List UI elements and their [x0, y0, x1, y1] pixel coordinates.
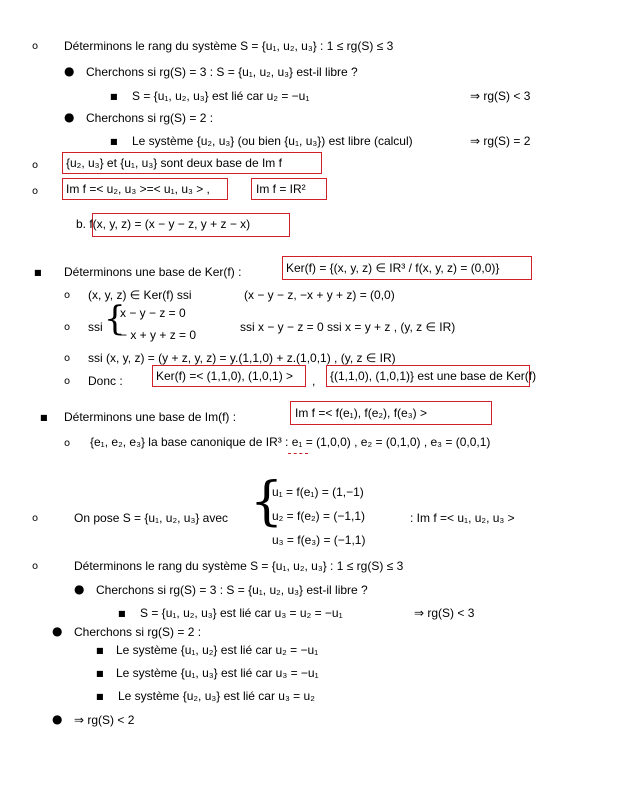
disc-bullet: ●: [52, 712, 63, 726]
text-line: Déterminons une base de Im(f) :: [64, 410, 237, 424]
square-bullet: ■: [96, 692, 104, 701]
text-line: ,: [312, 374, 316, 388]
square-bullet: ■: [110, 92, 118, 101]
circle-bullet: o: [64, 353, 71, 364]
text-line: ssi x − y − z = 0 ssi x = y + z , (y, z ∈ IR): [240, 320, 456, 334]
circle-bullet: o: [32, 41, 39, 52]
system-equation: − x + y + z = 0: [120, 328, 197, 342]
text-line: Ker(f) = {(x, y, z) ∈ IR³ / f(x, y, z) = (0,0)}: [286, 261, 500, 275]
text-line: S = {u₁, u₂, u₃} est lié car u₃ = u₂ = −u₁: [140, 606, 343, 620]
text-line: Déterminons le rang du système S = {u₁, u₂, u₃} : 1 ≤ rg(S) ≤ 3: [74, 559, 404, 573]
circle-bullet: o: [32, 513, 39, 524]
text-line: {e₁, e₂, e₃} la base canonique de IR³ : e₁ = (1,0,0) , e₂ = (0,1,0) , e₃ = (0,0,1): [90, 435, 491, 449]
text-line: Cherchons si rg(S) = 3 : S = {u₁, u₂, u₃} est-il libre ?: [96, 583, 368, 597]
red-underline: [288, 452, 308, 454]
system-equation: x − y − z = 0: [120, 306, 186, 320]
text-line: Ker(f) =< (1,1,0), (1,0,1) >: [156, 369, 294, 383]
left-brace: {: [104, 299, 126, 339]
text-line: S = {u₁, u₂, u₃} est lié car u₂ = −u₁: [132, 89, 310, 103]
text-line: Cherchons si rg(S) = 2 :: [86, 111, 214, 125]
square-bullet: ■: [118, 609, 126, 618]
text-line: ⇒ rg(S) < 3: [470, 89, 531, 103]
text-line: On pose S = {u₁, u₂, u₃} avec: [74, 511, 229, 525]
left-brace: {: [250, 472, 284, 532]
disc-bullet: ●: [74, 582, 85, 596]
text-line: ssi: [88, 320, 103, 334]
text-line: Le système {u₂, u₃} (ou bien {u₁, u₃}) est libre (calcul): [132, 134, 413, 148]
square-bullet: ■: [34, 268, 42, 277]
text-line: Cherchons si rg(S) = 3 : S = {u₁, u₂, u₃} est-il libre ?: [86, 65, 358, 79]
text-line: Le système {u₂, u₃} est lié car u₃ = u₂: [118, 689, 315, 703]
square-bullet: ■: [96, 646, 104, 655]
text-line: Im f =< u₂, u₃ >=< u₁, u₃ > ,: [66, 182, 210, 196]
text-line: ⇒ rg(S) = 2: [470, 134, 531, 148]
text-line: {u₂, u₃} et {u₁, u₃} sont deux base de Im f: [66, 156, 282, 170]
text-line: (x, y, z) ∈ Ker(f) ssi: [88, 288, 192, 302]
disc-bullet: ●: [64, 64, 75, 78]
text-line: Déterminons une base de Ker(f) :: [64, 265, 242, 279]
text-line: Im f =< f(e₁), f(e₂), f(e₃) >: [295, 406, 427, 420]
circle-bullet: o: [64, 290, 71, 301]
text-line: ⇒ rg(S) < 2: [74, 713, 135, 727]
circle-bullet: o: [64, 376, 71, 387]
system-equation: u₂ = f(e₂) = (−1,1): [272, 509, 366, 523]
circle-bullet: o: [64, 438, 71, 449]
text-line: Cherchons si rg(S) = 2 :: [74, 625, 202, 639]
square-bullet: ■: [110, 137, 118, 146]
text-line: {(1,1,0), (1,0,1)} est une base de Ker(f): [330, 369, 537, 383]
circle-bullet: o: [32, 160, 39, 171]
system-equation: u₁ = f(e₁) = (1,−1): [272, 485, 364, 499]
disc-bullet: ●: [52, 624, 63, 638]
system-equation: u₃ = f(e₃) = (−1,1): [272, 533, 366, 547]
text-line: Le système {u₁, u₂} est lié car u₂ = −u₁: [116, 643, 319, 657]
text-line: b. f(x, y, z) = (x − y − z, y + z − x): [76, 217, 251, 231]
text-line: : Im f =< u₁, u₂, u₃ >: [410, 511, 515, 525]
square-bullet: ■: [96, 669, 104, 678]
text-line: ⇒ rg(S) < 3: [414, 606, 475, 620]
text-line: ssi (x, y, z) = (y + z, y, z) = y.(1,1,0) + z.(1,0,1) , (y, z ∈ IR): [88, 351, 396, 365]
circle-bullet: o: [32, 186, 39, 197]
circle-bullet: o: [32, 561, 39, 572]
text-line: Déterminons le rang du système S = {u₁, u₂, u₃} : 1 ≤ rg(S) ≤ 3: [64, 39, 394, 53]
square-bullet: ■: [40, 413, 48, 422]
text-line: Le système {u₁, u₃} est lié car u₃ = −u₁: [116, 666, 319, 680]
circle-bullet: o: [64, 322, 71, 333]
text-line: (x − y − z, −x + y + z) = (0,0): [244, 288, 395, 302]
text-line: Donc :: [88, 374, 123, 388]
disc-bullet: ●: [64, 110, 75, 124]
text-line: Im f = IR²: [256, 182, 306, 196]
